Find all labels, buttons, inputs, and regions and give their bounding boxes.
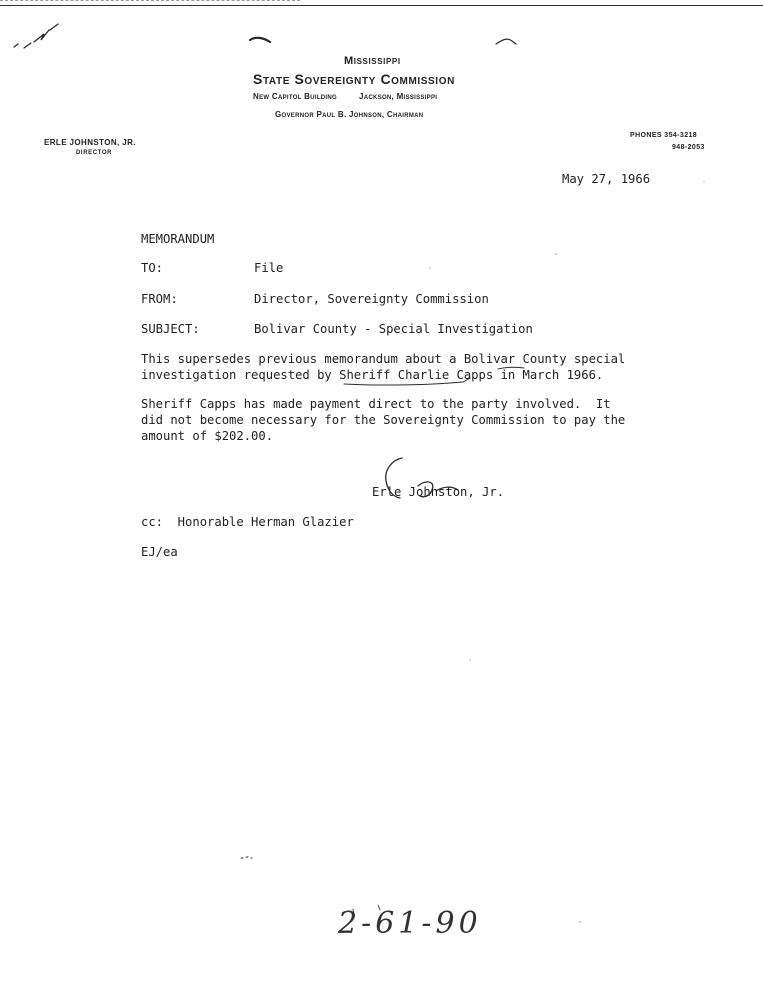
scan-speck [429,267,430,268]
letterhead-building: New Capitol Building [253,92,337,101]
typist-initials: EJ/ea [141,545,178,559]
signature-scrawl [386,458,458,498]
scan-speck [555,253,557,255]
scan-speck [469,659,470,660]
underline-mark-bolivar [498,367,524,369]
body-paragraph-2: Sheriff Capps has made payment direct to the party involved. It did not become necessary for the Sovereignty Commission to pay the amount of $202.00. [141,397,626,443]
to-label: TO: [141,261,164,275]
underline-mark-capps [344,378,470,385]
letterhead-chairman: Governor Paul B. Johnson, Chairman [275,110,424,119]
director-name: ERLE JOHNSTON, JR. [44,138,136,147]
memo-date: May 27, 1966 [562,172,651,186]
letterhead-city: Jackson, Mississippi [359,92,438,101]
body-paragraph-1: This supersedes previous memorandum about a Bolivar County special investigation requested by Sheriff Charlie Capps in March 1966. [141,352,626,382]
letterhead-state: Mississippi [344,55,401,67]
from-value: Director, Sovereignty Commission [254,292,489,306]
scan-speck [703,181,704,182]
letterhead-agency: State Sovereignty Commission [253,71,455,87]
scan-speck-cluster [241,857,252,858]
scan-speck [579,921,581,923]
subject-value: Bolivar County - Special Investigation [254,322,533,336]
memo-heading: MEMORANDUM [141,232,215,246]
corner-pen-scribble [14,24,58,48]
phones-primary: PHONES 354-3218 [630,132,698,139]
phones-secondary: 948-2053 [672,144,705,151]
handwritten-file-number: 2-61-90 [338,906,482,941]
letterhead-tick-left [250,38,270,42]
from-label: FROM: [141,292,178,306]
subject-label: SUBJECT: [141,322,200,336]
director-title: DIRECTOR [76,150,113,156]
file-number-tick [353,905,380,915]
letterhead-tick-right [496,39,516,44]
typed-signature: Erle Johnston, Jr. [372,485,505,499]
cc-line: cc: Honorable Herman Glazier [141,515,354,529]
to-value: File [254,261,284,275]
